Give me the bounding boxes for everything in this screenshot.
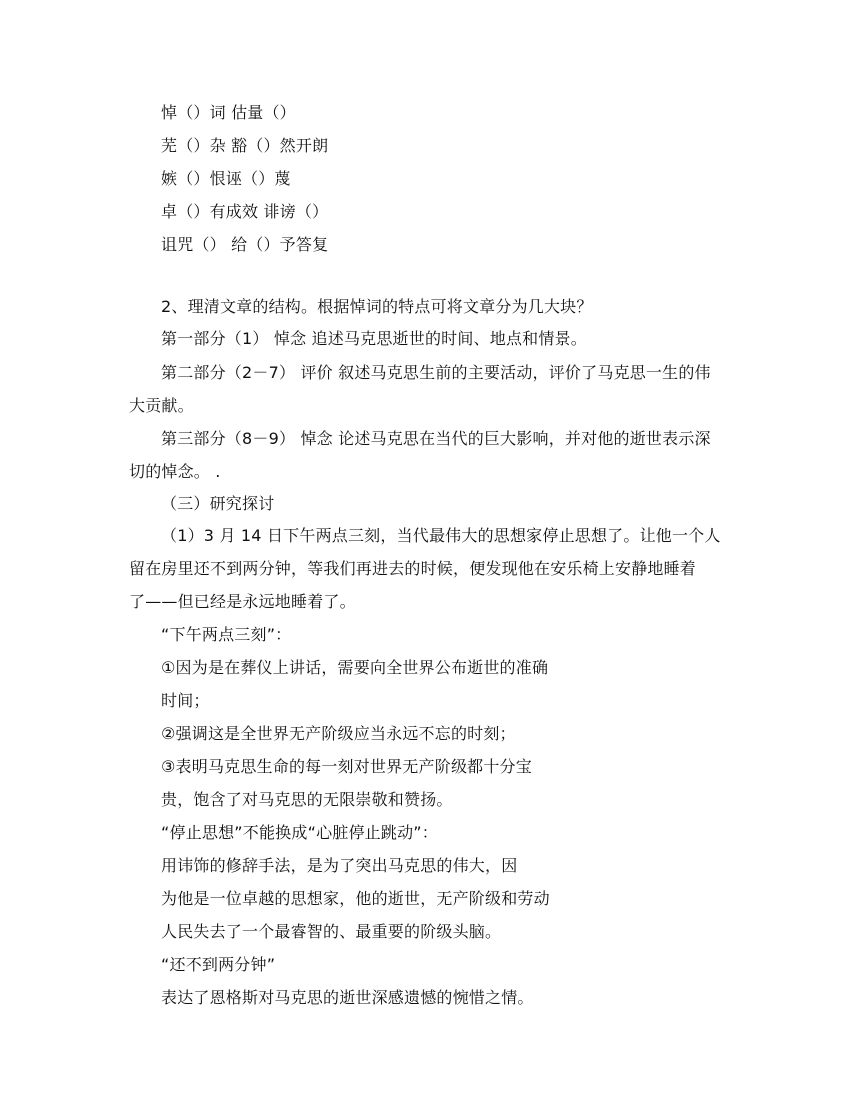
point1-line1: ①因为是在葬仪上讲话，需要向全世界公布逝世的准确	[161, 658, 549, 677]
part2-text-line1: 第二部分（2－7） 评价 叙述马克思生前的主要活动，评价了马克思一生的伟	[161, 363, 711, 382]
vocab-line-1: 悼（）词 估量（）	[161, 103, 296, 122]
question1-line1: （1）3 月 14 日下午两点三刻，当代最伟大的思想家停止思想了。让他一个人	[161, 526, 721, 545]
vocab-line-3: 嫉（）恨诬（）蔑	[161, 169, 291, 188]
part3-text-line2: 切的悼念。 .	[129, 462, 221, 481]
explanation2-line1: 用讳饰的修辞手法，是为了突出马克思的伟大，因	[161, 856, 518, 875]
quote-heading-3: “还不到两分钟”	[161, 955, 276, 974]
question1-line3: 了——但已经是永远地睡着了。	[129, 592, 356, 611]
question1-line2: 留在房里还不到两分钟，等我们再进去的时候，便发现他在安乐椅上安静地睡着	[129, 559, 697, 578]
point1-line2: 时间；	[161, 691, 210, 710]
section3-heading: （三）研究探讨	[161, 494, 275, 513]
part3-text-line1: 第三部分（8－9） 悼念 论述马克思在当代的巨大影响，并对他的逝世表示深	[161, 429, 711, 448]
part1-text: 第一部分（1） 悼念 追述马克思逝世的时间、地点和情景。	[161, 329, 587, 348]
quote-heading-2: “停止思想”不能换成“心脏停止跳动”：	[161, 823, 438, 842]
explanation3-text: 表达了恩格斯对马克思的逝世深感遗憾的惋惜之情。	[161, 988, 534, 1007]
vocab-line-4: 卓（）有成效 诽谤（）	[161, 202, 329, 221]
quote-heading-1: “下午两点三刻”：	[161, 625, 292, 644]
vocab-line-2: 芜（）杂 豁（）然开朗	[161, 136, 329, 155]
vocab-line-5: 诅咒（） 给（）予答复	[161, 235, 329, 254]
point3-line2: 贵，饱含了对马克思的无限崇敬和赞扬。	[161, 790, 453, 809]
point3-line1: ③表明马克思生命的每一刻对世界无产阶级都十分宝	[161, 757, 532, 776]
explanation2-line2: 为他是一位卓越的思想家，他的逝世，无产阶级和劳动	[161, 889, 550, 908]
section2-heading: 2、理清文章的结构。根据悼词的特点可将文章分为几大块？	[161, 297, 593, 316]
part2-text-line2: 大贡献。	[129, 396, 194, 415]
explanation2-line3: 人民失去了一个最睿智的、最重要的阶级头脑。	[161, 922, 502, 941]
point2-text: ②强调这是全世界无产阶级应当永远不忘的时刻；	[161, 724, 516, 743]
